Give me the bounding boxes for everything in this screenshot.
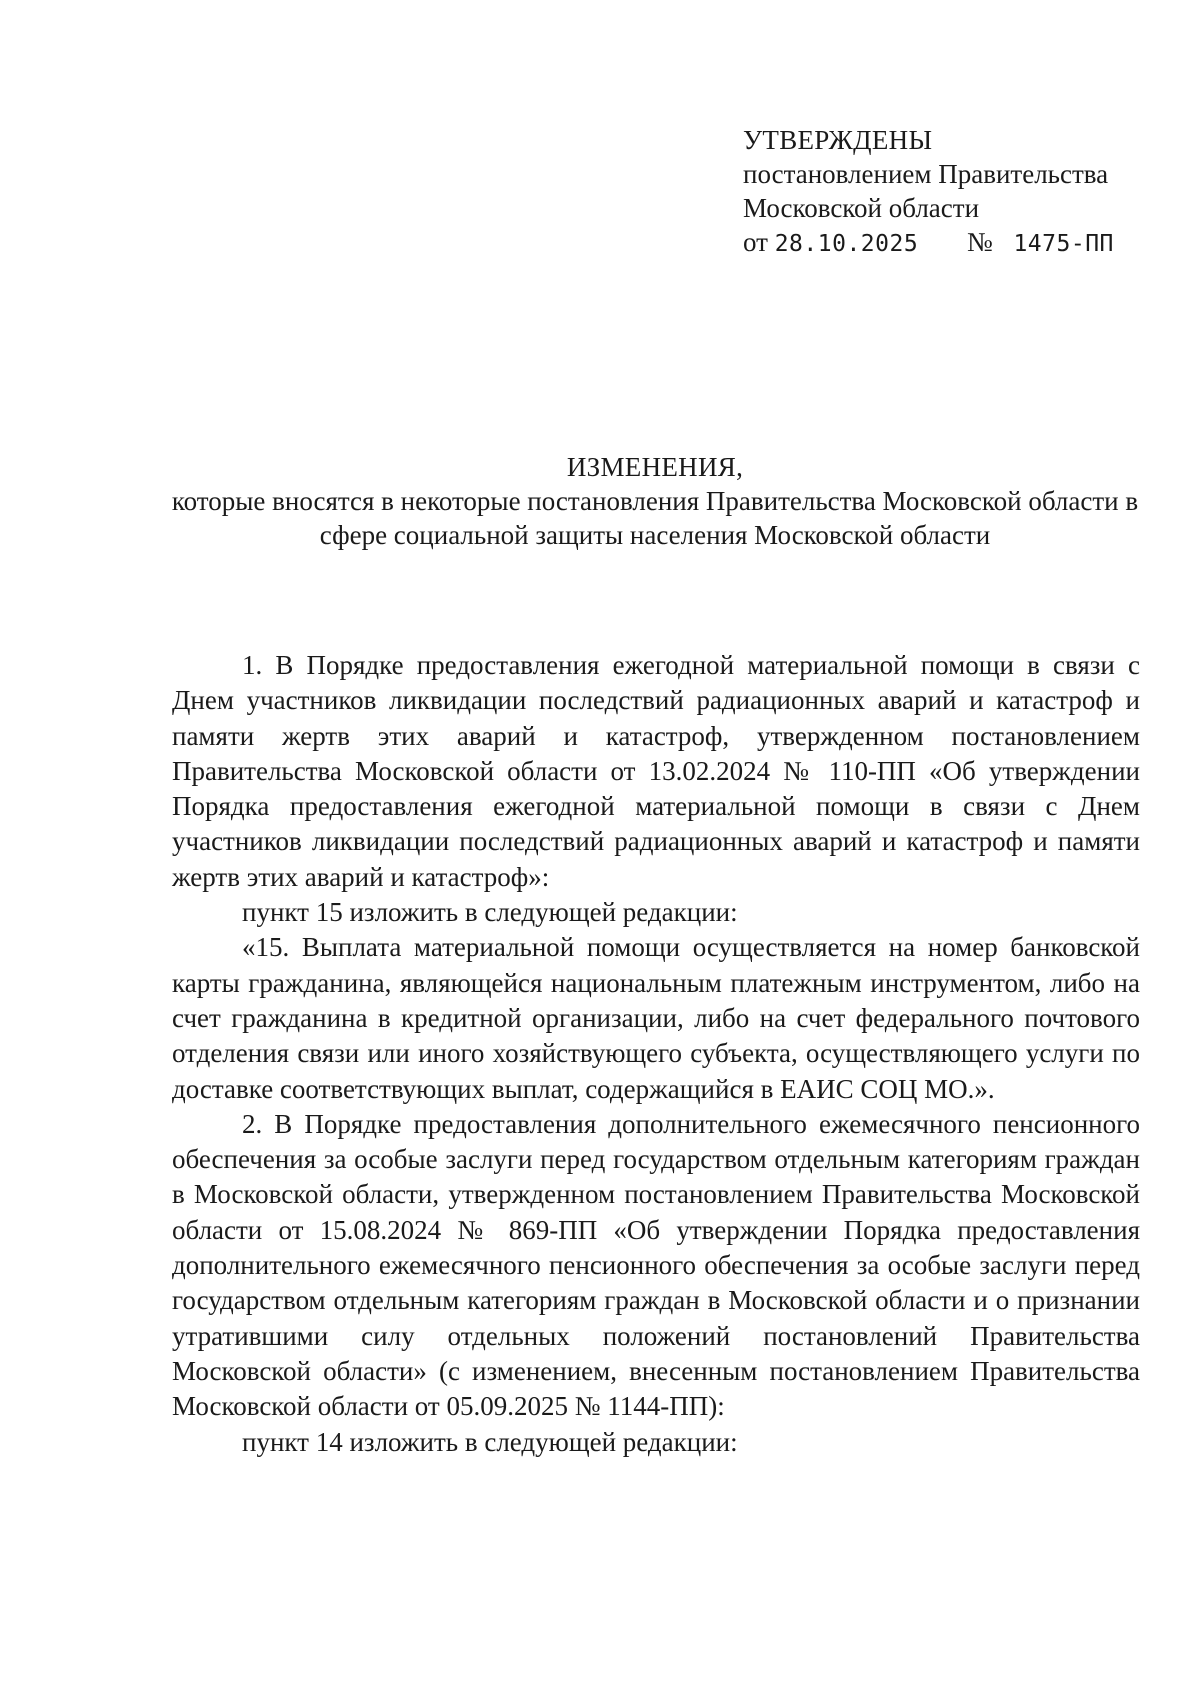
approval-number: 1475-ПП: [1013, 231, 1114, 257]
paragraph-4: 2. В Порядке предоставления дополнительного ежемесячного пенсионного обеспечения за особые заслуги перед государством отдельным категориям граждан в Московской области, утвержденном постановлением Правительства Московской области от 15.08.2024 № 869-ПП «Об утверждении Порядка предоставления дополнительного ежемесячного пенсионного обеспечения за особые заслуги перед государством отдельным категориям граждан в Московской области и о признании утратившими силу отдельных положений постановлений Правительства Московской области» (с изменением, внесенным постановлением Правительства Московской области от 05.09.2025 № 1144-ПП):: [172, 1108, 1140, 1422]
approval-block: [743, 123, 1163, 261]
heading-subtitle: которые вносятся в некоторые постановления Правительства Московской области в сфере социальной защиты населения Московской области: [171, 486, 1139, 550]
paragraph-1: 1. В Порядке предоставления ежегодной материальной помощи в связи с Днем участников ликвидации последствий радиационных аварий и катастроф и памяти жертв этих аварий и катастроф, утвержденном постановлением Правительства Московской области от 13.02.2024 № 110-ПП «Об утверждении Порядка предоставления ежегодной материальной помощи в связи с Днем участников ликвидации последствий радиационных аварий и катастроф и памяти жертв этих аварий и катастроф»:: [172, 650, 1140, 892]
approval-title: УТВЕРЖДЕНЫ: [743, 125, 933, 155]
document-body: [172, 648, 1140, 1460]
approval-date-line: [743, 225, 1163, 261]
document-heading: [170, 450, 1140, 552]
paragraph-3: «15. Выплата материальной помощи осуществляется на номер банковской карты гражданина, являющейся национальным платежным инструментом, либо на счет гражданина в кредитной организации, либо на счет федерального почтового отделения связи или иного хозяйствующего субъекта, осуществляющего услуги по доставке соответствующих выплат, содержащийся в ЕАИС СОЦ МО.».: [172, 932, 1140, 1104]
from-label: от: [743, 227, 768, 257]
approval-date: 28.10.2025: [774, 231, 919, 257]
approval-line-1: постановлением Правительства: [743, 159, 1109, 189]
paragraph-2: пункт 15 изложить в следующей редакции:: [242, 897, 738, 928]
paragraph-5: пункт 14 изложить в следующей редакции:: [242, 1426, 738, 1457]
heading-title: ИЗМЕНЕНИЯ,: [566, 452, 744, 482]
approval-line-2: Московской области: [743, 193, 980, 223]
number-sign: №: [966, 227, 993, 257]
